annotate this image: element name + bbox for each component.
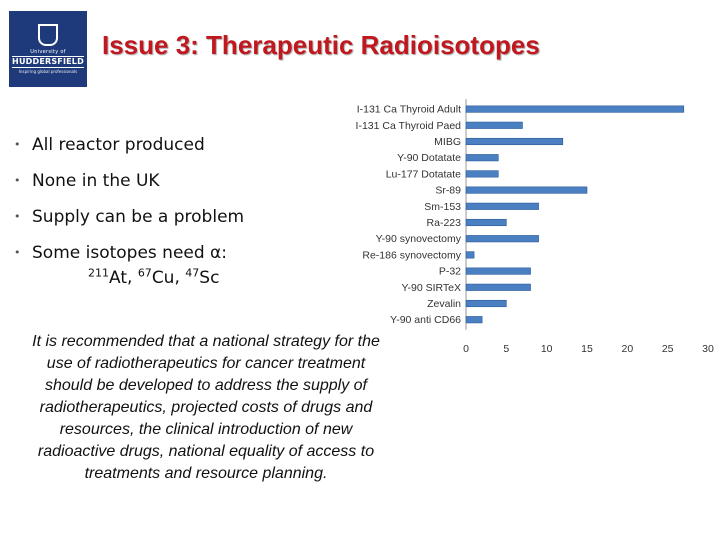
logo-tagline: Inspiring global professionals (18, 69, 78, 74)
category-label: MIBG (434, 136, 461, 148)
bullet-item (14, 204, 244, 240)
bar (466, 187, 587, 194)
category-label: Sm-153 (424, 200, 461, 213)
bullet-text: Supply can be a problem (32, 207, 245, 227)
category-label: Y-90 anti CD66 (390, 314, 461, 327)
category-label: Ra-223 (426, 217, 461, 229)
isotope-symbol: Sc (199, 267, 220, 288)
category-label: Sr-89 (435, 184, 461, 197)
bar (466, 154, 498, 161)
recommendation-quote: It is recommended that a national strategy for the use of radiotherapeutics for cancer treatment should be developed to address the supply of radiotherapeutics, projected costs of drugs and resources, the clinical introduction of new radioactive drugs, national equality of access to treatments and resource planning. (32, 333, 380, 482)
bar (466, 268, 531, 275)
bullet-item (14, 132, 244, 168)
isotope-mass: 47 (185, 266, 200, 279)
category-label: Y-90 SIRTeX (401, 281, 461, 294)
bullet-dot-icon: • (14, 246, 21, 259)
isotope-list: $^{211}$At, $^{67}$Cu, $^{47}$Sc (88, 266, 220, 288)
bar (466, 219, 506, 226)
isotope-cu (138, 268, 175, 288)
bullet-list (14, 132, 244, 276)
category-label: P-32 (438, 265, 461, 278)
isotope-symbol: At (109, 267, 127, 288)
isotope-mass: 67 (137, 266, 152, 279)
bar (466, 171, 498, 178)
x-tick-label: 30 (702, 342, 714, 355)
x-tick-label: 5 (503, 342, 510, 355)
bar (466, 122, 522, 129)
bar (466, 203, 539, 210)
bullet-dot-icon: • (14, 174, 21, 187)
bar (466, 316, 482, 323)
isotope-mass: 211 (88, 266, 109, 279)
radioisotope-bar-chart (310, 95, 715, 355)
x-tick-label: 15 (581, 342, 593, 355)
x-tick-label: 0 (463, 342, 469, 355)
category-label: Re-186 synovectomy (362, 249, 461, 262)
x-tick-label: 10 (540, 342, 553, 355)
isotope-at (88, 268, 127, 288)
category-label: I-131 Ca Thyroid Paed (355, 119, 461, 132)
bar (466, 138, 563, 145)
isotope-sc (185, 268, 219, 288)
category-label: Lu-177 Dotatate (385, 168, 461, 181)
category-label: Y-90 Dotatate (397, 152, 461, 165)
bullet-dot-icon: • (14, 210, 21, 223)
bar (466, 300, 506, 307)
category-label: Zevalin (427, 298, 461, 310)
bullet-item (14, 168, 244, 204)
logo-name: HUDDERSFIELD (12, 57, 84, 66)
bar (466, 284, 531, 291)
bullet-text: None in the UK (32, 171, 160, 191)
bar (466, 252, 474, 259)
x-tick-label: 20 (621, 342, 634, 355)
university-logo (9, 11, 87, 87)
bullet-text: All reactor produced (32, 135, 205, 155)
category-label: I-131 Ca Thyroid Adult (356, 103, 461, 116)
category-label: Y-90 synovectomy (375, 233, 461, 246)
bullet-dot-icon: • (14, 138, 21, 151)
bullet-text: Some isotopes need α: (32, 243, 227, 263)
x-tick-label: 25 (661, 342, 674, 355)
isotope-symbol: Cu (151, 267, 175, 288)
logo-top-text: University of (30, 49, 66, 55)
bar (466, 106, 684, 113)
bar (466, 235, 539, 242)
slide-title: Issue 3: Therapeutic Radioisotopes (102, 30, 540, 60)
crest-icon (38, 24, 58, 46)
